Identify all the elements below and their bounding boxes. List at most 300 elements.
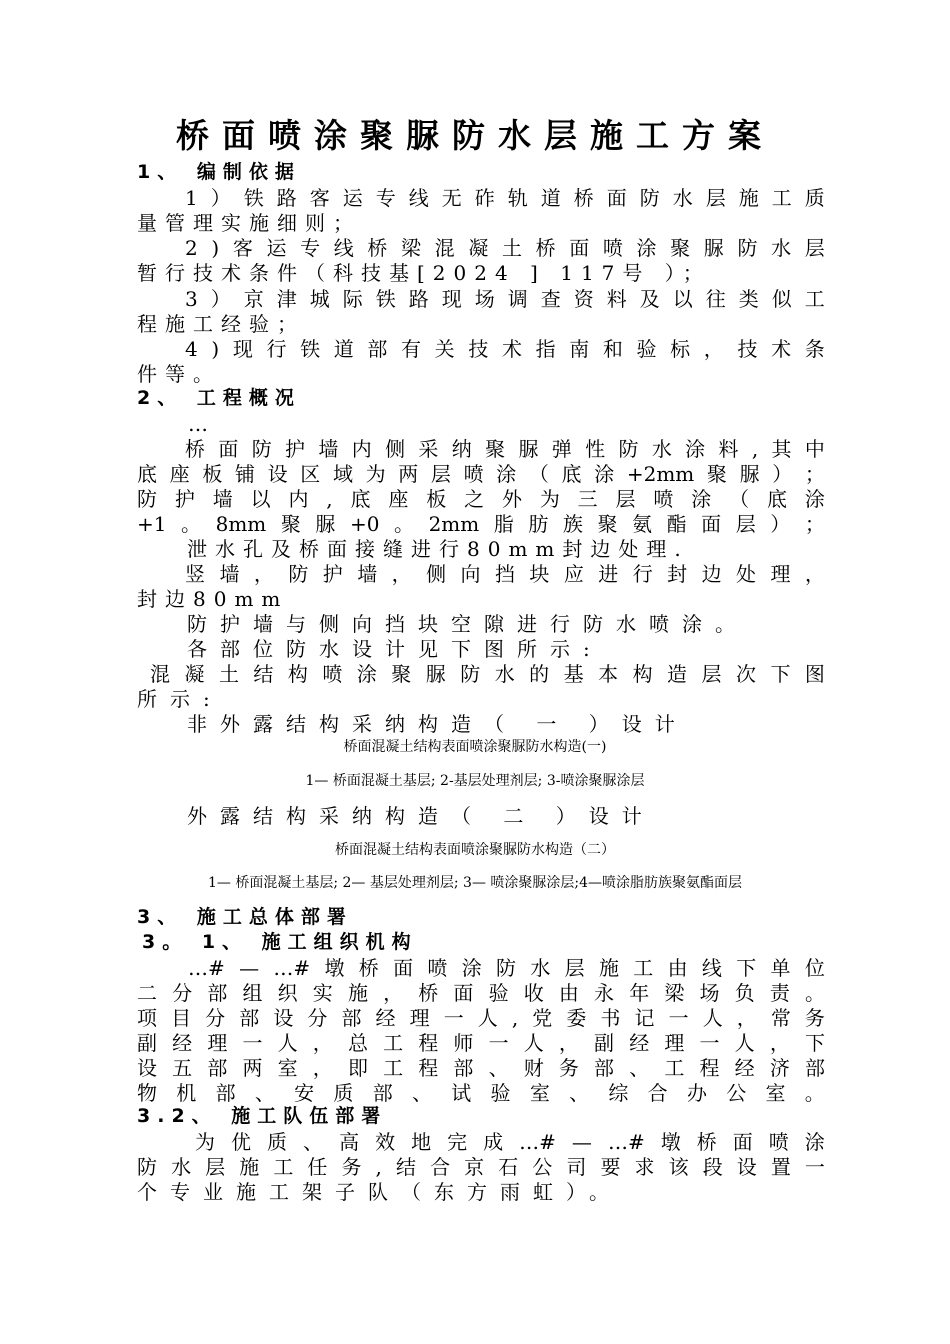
basis-item-2-line-1 [185,236,825,260]
text-glyph: 目 [171,1006,192,1030]
text-glyph: 室 [277,1056,298,1080]
text-glyph: 聚 [485,437,506,461]
text-glyph: 行 [632,562,653,586]
text-glyph: 区 [300,462,321,486]
text-glyph: 挡 [494,562,515,586]
text-glyph: 术 [771,337,792,361]
text-glyph: 护 [322,562,343,586]
text-glyph: 副 [137,1031,157,1055]
text-glyph: 质 [267,1130,288,1154]
text-glyph: 防 [737,236,758,260]
text-glyph: 线 [701,956,722,980]
text-glyph: 梁 [664,981,685,1005]
text-glyph: 济 [769,1056,790,1080]
overview-para-6-line-2: 所示: [137,687,223,711]
text-glyph: 往 [705,287,726,311]
text-glyph: 安 [294,1081,315,1105]
design-1-legend: 1— 桥面混凝土基层; 2-基层处理剂层; 3-喷涂聚脲涂层 [305,773,645,789]
text-glyph: 8mm [215,512,267,536]
text-glyph: 酯 [666,512,687,536]
text-glyph: 效 [375,1130,396,1154]
text-glyph: 分 [205,1006,226,1030]
basis-item-1-line-2: 量管理实施细则； [137,211,361,235]
text-glyph: 专 [300,236,321,260]
text-glyph: 、 [629,1056,650,1080]
section-3-2-heading: 3.2、 施工队伍部署 [137,1105,388,1127]
text-glyph: 施 [347,981,368,1005]
text-glyph: 即 [347,1056,368,1080]
text-glyph: 常 [770,1006,791,1030]
text-glyph: 竖 [185,562,205,586]
text-glyph: 部 [453,1056,474,1080]
text-glyph: 造 [667,662,688,686]
design-1-caption: 桥面混凝土结构表面喷涂聚脲防水构造(一) [343,739,607,755]
text-glyph: 试 [451,1081,472,1105]
text-glyph: 合 [430,1155,451,1179]
text-glyph: 桥 [358,956,379,980]
text-glyph: 层 [735,512,756,536]
text-glyph: 年 [629,981,650,1005]
text-glyph: 项 [137,1006,157,1030]
text-glyph: 要 [600,1155,621,1179]
text-glyph: 涂 [594,462,615,486]
text-glyph: 侧 [426,562,447,586]
text-glyph: …# [188,956,225,980]
text-glyph: — [239,956,260,980]
text-glyph: 应 [563,562,584,586]
section-3-1-heading: 3。 1、 施工组织机构 [142,931,418,953]
text-glyph: 结 [395,1155,416,1179]
text-glyph: 客 [232,236,253,260]
text-glyph: 两 [398,462,419,486]
text-glyph: 板 [426,487,447,511]
text-glyph: 际 [342,287,363,311]
text-glyph: 护 [285,437,306,461]
text-glyph: 弹 [551,437,572,461]
text-glyph: 人 [702,1006,723,1030]
text-glyph: 涂 [496,462,517,486]
text-glyph: 一 [488,1031,509,1055]
text-glyph: ) [211,337,220,361]
text-glyph: 部 [239,1006,260,1030]
text-glyph: 人 [523,1031,544,1055]
text-glyph: 2 [185,236,198,260]
section-1-heading: 1、 编制依据 [137,161,301,183]
text-glyph: , [326,487,333,511]
text-glyph: 桥 [696,1130,717,1154]
text-glyph: 部 [207,1056,228,1080]
text-glyph: ， [391,562,412,586]
text-glyph: 标 [670,337,691,361]
text-glyph: 质 [804,186,825,210]
text-glyph: 工 [383,1031,404,1055]
text-glyph: 施 [598,956,619,980]
text-glyph: 部 [207,981,228,1005]
text-glyph: 墩 [660,1130,681,1154]
text-glyph: 为 [539,487,560,511]
text-glyph: 理 [770,562,791,586]
text-glyph: 基 [563,662,584,686]
text-glyph: 本 [598,662,619,686]
text-glyph: 内 [288,487,309,511]
text-glyph: 涂 [685,437,706,461]
text-glyph: 结 [253,662,274,686]
text-glyph: 验 [490,1081,511,1105]
text-glyph: 采 [418,437,439,461]
text-glyph: 桥 [185,437,205,461]
team-para-line-1 [195,1130,825,1154]
text-glyph: 施 [738,186,759,210]
text-glyph: 综 [608,1081,629,1105]
text-glyph: 和 [602,337,623,361]
text-glyph: 水 [494,662,515,686]
text-glyph: 3 [185,287,198,311]
text-glyph: 底 [766,487,787,511]
text-glyph: 运 [342,186,363,210]
text-glyph: ) [211,236,220,260]
text-glyph: 术 [501,337,522,361]
text-glyph: 工 [273,1155,294,1179]
basis-item-1-line-1 [185,186,825,210]
text-glyph: 料 [606,287,627,311]
text-glyph: 经 [172,1031,193,1055]
text-glyph: 。 [804,1081,825,1105]
text-glyph: 质 [333,1081,354,1105]
text-glyph: 脲 [739,462,760,486]
text-glyph: 设 [137,1056,157,1080]
text-glyph: 混 [150,662,170,686]
text-glyph: 铁 [375,287,396,311]
text-glyph: 副 [594,1031,615,1055]
text-glyph: 墩 [324,956,345,980]
text-glyph: 指 [535,337,556,361]
text-glyph: …# [607,1130,645,1154]
org-para-line-6 [137,1081,825,1105]
text-glyph: 部 [372,1081,393,1105]
text-glyph: 铺 [234,462,255,486]
text-glyph: 程 [418,1056,439,1080]
text-glyph: 部 [594,1056,615,1080]
text-glyph: ， [703,337,724,361]
text-glyph: 道 [540,186,561,210]
text-glyph: 。 [181,512,202,536]
design-1-label: 非外露结构采纳构造（ 一 ）设计 [187,712,688,736]
text-glyph: 织 [277,981,298,1005]
text-glyph: 京 [243,287,264,311]
text-glyph: 成 [483,1130,504,1154]
text-glyph: 防 [137,1155,157,1179]
text-glyph: 线 [408,186,429,210]
team-para-line-3: 个专业施工架子队（东方雨虹）。 [137,1180,622,1204]
text-glyph: 4 [185,337,198,361]
text-glyph: 、 [254,1081,275,1105]
org-para-line-4 [137,1031,825,1055]
text-glyph: 以 [672,287,693,311]
text-glyph: 涂 [356,662,377,686]
text-glyph: 办 [686,1081,707,1105]
text-glyph: 二 [137,981,157,1005]
text-glyph: 党 [532,1006,553,1030]
text-glyph: 喷 [322,662,343,686]
text-glyph: 下 [770,662,791,686]
basis-item-4-line-1 [185,337,825,361]
text-glyph: 为 [365,462,386,486]
text-glyph: 条 [804,337,825,361]
text-glyph: 为 [195,1130,215,1154]
text-glyph: 座 [169,462,190,486]
design-2-legend: 1— 桥面混凝土基层; 2— 基层处理剂层; 3— 喷涂聚脲涂层;4—喷涂脂肪族聚氨酯面层 [207,875,743,891]
text-glyph: 墙 [318,437,339,461]
text-glyph: 混 [434,236,455,260]
overview-para-1-line-2 [137,462,825,486]
text-glyph: ） [770,512,791,536]
text-glyph: 部 [367,337,388,361]
org-para-line-1 [188,956,825,980]
text-glyph: 关 [434,337,455,361]
text-glyph: 客 [309,186,330,210]
text-glyph: 完 [447,1130,468,1154]
text-glyph: 查 [540,287,561,311]
text-glyph: 工 [771,186,792,210]
text-glyph: 技 [468,337,489,361]
overview-para-3-line-1 [185,562,825,586]
text-glyph: 现 [441,287,462,311]
text-glyph: 图 [804,662,825,686]
text-glyph: 路 [276,186,297,210]
text-glyph: 封 [667,562,688,586]
text-glyph: 负 [734,981,755,1005]
text-glyph: 层 [430,462,451,486]
text-glyph: 人 [477,1006,498,1030]
text-glyph: 一 [699,1031,720,1055]
overview-para-1-line-3 [137,487,825,511]
text-glyph: 部 [215,1081,236,1105]
org-para-line-2 [137,981,825,1005]
text-glyph: 聚 [597,512,618,536]
text-glyph: 资 [573,287,594,311]
text-glyph: 人 [734,1031,755,1055]
text-glyph: 性 [585,437,606,461]
text-glyph: 底 [350,487,371,511]
text-glyph: 处 [736,562,756,586]
text-glyph: 喷 [463,462,484,486]
text-glyph: 底 [561,462,582,486]
text-glyph: 书 [600,1006,621,1030]
text-glyph: 人 [277,1031,298,1055]
overview-para-2: 泄水孔及桥面接缝进行80mm封边处理. [187,537,689,561]
text-glyph: 水 [530,956,551,980]
text-glyph: 程 [418,1031,439,1055]
overview-para-1-line-1 [185,437,825,461]
text-glyph: 室 [529,1081,550,1105]
text-glyph: 该 [668,1155,689,1179]
document-title: 桥面喷涂聚脲防水层施工方案 [176,116,774,155]
text-glyph: ， [253,562,274,586]
text-glyph: 脂 [493,512,514,536]
overview-para-4: 防护墙与侧向挡块空隙进行防水喷涂。 [187,612,748,636]
text-glyph: 侧 [385,437,406,461]
text-glyph: 经 [629,1031,650,1055]
text-glyph: 行 [266,337,287,361]
text-glyph: 族 [562,512,583,536]
text-glyph: 凝 [184,662,205,686]
text-glyph: 聚 [391,662,412,686]
overview-para-6-line-1 [150,662,825,686]
text-glyph: 面 [701,512,722,536]
text-glyph: 桥 [535,236,556,260]
text-glyph: 喷 [602,236,623,260]
text-glyph: 施 [239,1155,260,1179]
text-glyph: ） [210,186,231,210]
text-glyph: ， [804,562,825,586]
text-glyph: 底 [137,462,157,486]
text-glyph: 聚 [280,512,301,536]
text-glyph: 理 [207,1031,228,1055]
text-glyph: 构 [287,662,308,686]
text-glyph: 凝 [468,236,489,260]
text-glyph: 铁 [243,186,264,210]
text-glyph: 地 [411,1130,432,1154]
text-glyph: 的 [529,662,550,686]
text-glyph: 有 [401,337,422,361]
text-glyph: …# [273,956,311,980]
text-glyph: , [375,1155,382,1179]
text-glyph: 一 [242,1031,263,1055]
text-glyph: 域 [332,462,353,486]
text-glyph: 道 [333,337,354,361]
text-glyph: 、 [411,1081,432,1105]
text-glyph: 场 [699,981,720,1005]
text-glyph: 验 [636,337,657,361]
text-glyph: 工 [633,956,654,980]
text-glyph: 任 [307,1155,328,1179]
text-glyph: ） [210,287,231,311]
text-glyph: 务 [341,1155,362,1179]
text-glyph: 工 [383,1056,404,1080]
text-glyph: 层 [701,662,722,686]
text-glyph: 层 [804,236,825,260]
text-glyph: 面 [453,981,474,1005]
text-glyph: 物 [137,1081,157,1105]
text-glyph: 专 [375,186,396,210]
overview-para-5: 各部位防水设计见下图所示: [187,637,603,661]
text-glyph: 单 [770,956,791,980]
text-glyph: 理 [409,1006,430,1030]
text-glyph: 层 [205,1155,226,1179]
section-2-heading: 2、 工程概况 [137,387,301,409]
text-glyph: 防 [496,956,517,980]
text-glyph: 务 [558,1056,579,1080]
text-glyph: 由 [558,981,579,1005]
text-glyph: 墙 [212,487,233,511]
text-glyph: 面 [218,437,239,461]
text-glyph: 路 [408,287,429,311]
text-glyph: 涂 [691,487,712,511]
text-glyph: ， [769,1031,790,1055]
text-glyph: 五 [172,1056,193,1080]
text-glyph: …# [519,1130,556,1154]
text-glyph: 砟 [474,186,495,210]
text-glyph: ； [804,512,825,536]
text-glyph: 墙 [357,562,378,586]
text-glyph: 。 [394,512,414,536]
text-glyph: 委 [566,1006,587,1030]
text-glyph: 外 [501,487,522,511]
text-glyph: 位 [804,956,825,980]
text-glyph: 机 [176,1081,197,1105]
text-glyph: 京 [464,1155,485,1179]
text-glyph: 其 [771,437,792,461]
text-glyph: 优 [231,1130,252,1154]
text-glyph: 喷 [427,956,448,980]
text-glyph: 之 [464,487,485,511]
team-para-line-2 [137,1155,825,1179]
text-glyph: , [511,1006,519,1030]
text-glyph: 脲 [518,437,539,461]
text-glyph: 实 [312,981,333,1005]
section-3-heading: 3、 施工总体部署 [137,906,353,928]
overview-para-1-line-4 [137,512,825,536]
text-glyph: 边 [701,562,722,586]
text-glyph: 氨 [632,512,653,536]
text-glyph: 墙 [219,562,240,586]
text-glyph: 由 [667,956,688,980]
text-glyph: 2mm [428,512,480,536]
text-glyph: 面 [393,956,414,980]
text-glyph: 下 [804,1031,825,1055]
text-glyph: 一 [443,1006,464,1030]
overview-ellipsis: … [188,412,208,436]
text-glyph: 防 [460,662,481,686]
design-2-caption: 桥面混凝土结构表面喷涂聚脲防水构造（二） [335,842,615,858]
text-glyph: 脲 [315,512,336,536]
text-glyph: 石 [498,1155,519,1179]
text-glyph: 护 [174,487,195,511]
basis-item-3-line-2: 程施工经验； [137,312,305,336]
text-glyph: 置 [770,1155,791,1179]
text-glyph: 验 [488,981,509,1005]
text-glyph: , [751,437,759,461]
org-para-line-5 [137,1056,825,1080]
text-glyph: 记 [634,1006,655,1030]
text-glyph: 面 [732,1130,753,1154]
text-glyph: 座 [388,487,409,511]
text-glyph: 调 [507,287,528,311]
basis-item-4-line-2: 件等。 [137,362,221,386]
basis-item-3-line-1 [185,287,825,311]
text-glyph: 块 [529,562,550,586]
text-glyph: 水 [651,437,672,461]
text-glyph: 、 [488,1056,509,1080]
design-2-label: 外露结构采纳构造（ 二 ）设计 [187,804,655,828]
text-glyph: 层 [705,186,726,210]
text-glyph: ） [772,462,793,486]
text-glyph: 防 [618,437,639,461]
text-glyph: 构 [632,662,653,686]
text-glyph: 经 [375,1006,396,1030]
text-glyph: 下 [736,956,757,980]
text-glyph: +1 [137,512,167,536]
text-glyph: 一 [668,1006,689,1030]
text-glyph: 聚 [706,462,727,486]
text-glyph: 司 [566,1155,587,1179]
text-glyph: 组 [242,981,263,1005]
text-glyph: +2mm [626,462,695,486]
text-glyph: （ [528,462,549,486]
text-glyph: 面 [569,236,590,260]
text-glyph: 工 [664,1056,685,1080]
text-glyph: 、 [569,1081,590,1105]
